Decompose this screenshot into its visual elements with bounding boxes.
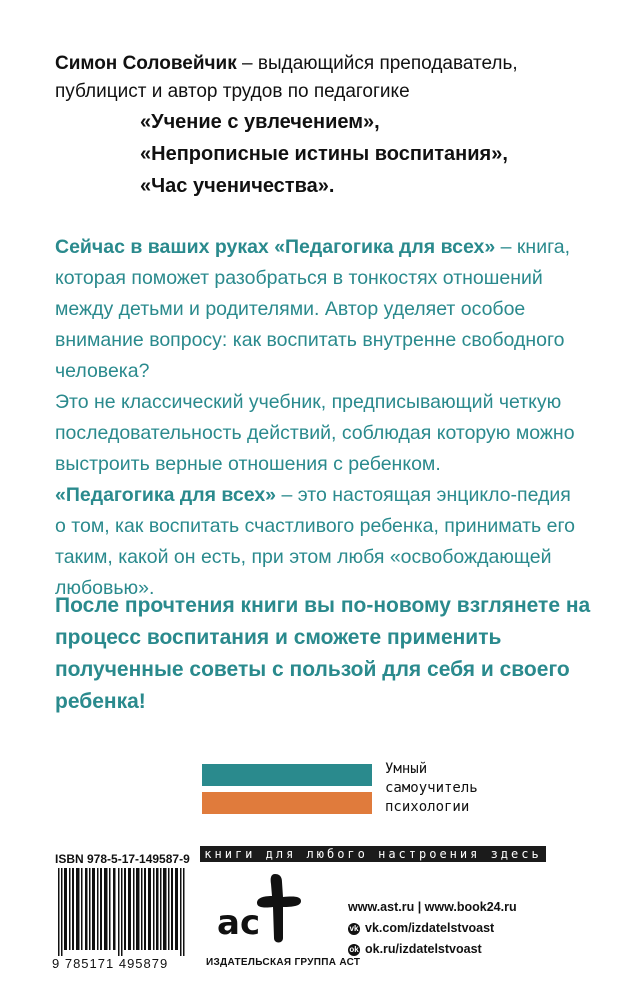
description-lead: «Педагогика для всех» [55,484,277,506]
description-lead: Сейчас в ваших руках «Педагогика для всех» [55,236,496,258]
publisher-logo [213,868,323,948]
work-title: «Учение с увлечением», [140,111,380,133]
description-paragraph: Это не классический учебник, предписывающий четкую последовательность действий, соблюдая которую можно выстроить верные отношения с ребенком. [55,391,575,475]
isbn-label: ISBN 978-5-17-149587-9 [55,852,190,866]
website-text[interactable]: www.ast.ru | www.book24.ru [348,900,517,914]
description-paragraph [55,480,575,604]
vk-link[interactable] [348,918,517,939]
description-paragraph [55,232,575,387]
barcode-number: 9 785171 495879 [52,956,169,971]
works-list [140,106,508,202]
vk-icon: vk [349,923,359,933]
author-description-line2: публицист и автор трудов по педагогике [55,81,410,102]
ok-link-text[interactable]: ok.ru/izdatelstvoast [365,942,482,956]
slogan-bar: книги для любого настроения здесь [200,846,546,862]
description-text: – это настоящая энцикло-педия о том, как воспитать счастливого ребенка, принимать его таким, какой он есть, при этом любя «освобождающей любовью». [55,484,575,599]
conclusion-text: После прочтения книги вы по-новому взглянете на процесс воспитания и сможете применить полученные советы с пользой для себя и своего ребенка! [55,594,591,713]
description-text: – книга, которая поможет разобраться в тонкостях отношений между детьми и родителями. Автор уделяет особое внимание вопросу: как воспитать внутренне свободного человека? [55,236,571,382]
work-title: «Час ученичества». [140,175,335,197]
book-description [55,232,575,604]
ok-icon: ok [349,944,359,954]
series-teal-bar [202,764,372,786]
series-orange-bar [202,792,372,814]
series-line: психологии [385,799,470,815]
series-line: Умный [385,761,428,777]
series-title [385,760,505,817]
series-line: самоучитель [385,780,478,796]
publisher-name: ИЗДАТЕЛЬСКАЯ ГРУППА АСТ [206,957,361,968]
author-intro [55,50,615,106]
website-links[interactable] [348,897,517,918]
svg-text:ac: ac [217,903,261,943]
ok-link[interactable] [348,939,517,960]
publisher-links [348,897,517,960]
barcode-icon [58,868,186,956]
vk-link-text[interactable]: vk.com/izdatelstvoast [365,921,495,935]
work-title: «Непрописные истины воспитания», [140,143,508,165]
author-description-line1: – выдающийся преподаватель, [236,53,518,74]
author-name: Симон Соловейчик [55,53,237,74]
